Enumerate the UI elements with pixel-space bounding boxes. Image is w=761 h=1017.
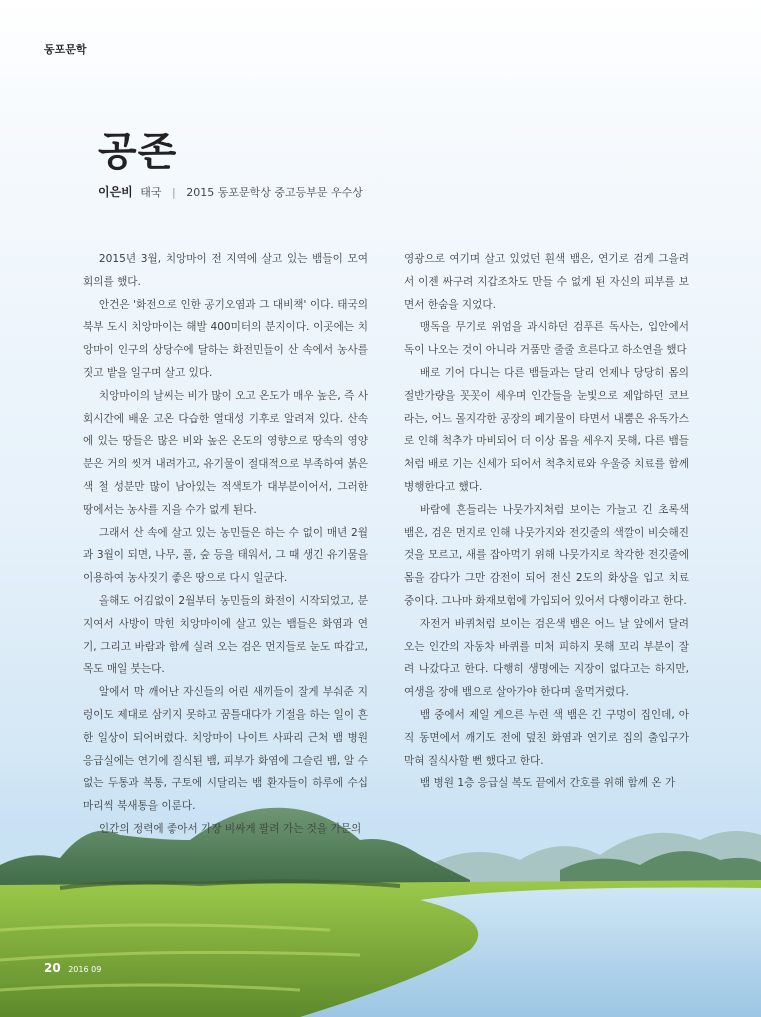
paragraph: 치앙마이의 날씨는 비가 많이 오고 온도가 매우 높은, 즉 사회시간에 배운 고온 다습한 열대성 기후로 알려져 있다. 산속에 있는 땅들은 많은 비와 높은 온도의 영향으로 땅속의 영양분은 거의 씻겨 내려가고, 유기물이 절대적으로 부족하여 붉은색 철 성분만 많이 남아있는 적색토가 대부분이어서, 그러한 땅에서는 농사를 지을 수가 없게 된다.: [83, 389, 368, 516]
byline-divider: |: [172, 186, 176, 199]
paragraph: 배로 기어 다니는 다른 뱀들과는 달리 언제나 당당히 몸의 절반가량을 꼿꼿이 세우며 인간들을 눈빛으로 제압하던 코브라는, 어느 몰지각한 공장의 폐기물이 타면서 내뿜은 유독가스로 인해 척추가 마비되어 더 이상 몸을 세우지 못해, 다른 뱀들처럼 배로 기는 신세가 되어서 척추치료와 우울증 치료를 함께 병행한다고 했다.: [404, 366, 689, 493]
paragraph: 2015년 3월, 치앙마이 전 지역에 살고 있는 뱀들이 모여 회의를 했다.: [83, 253, 368, 288]
byline: [98, 183, 363, 200]
paragraph: 바람에 흔들리는 나뭇가지처럼 보이는 가늘고 긴 초록색 뱀은, 검은 먼지로 인해 나뭇가지와 전깃줄의 색깔이 비슷해진 것을 모르고, 새를 잡아먹기 위해 나뭇가지로 착각한 전깃줄에 몸을 감다가 그만 감전이 되어 전신 2도의 화상을 입고 치료 중이다. 그나마 화재보험에 가입되어 있어서 다행이라고 한다.: [404, 503, 689, 607]
paragraph: 맹독을 무기로 위엄을 과시하던 검푸른 독사는, 입안에서 독이 나오는 것이 아니라 거품만 줄줄 흐른다고 하소연을 했다: [404, 321, 689, 357]
paragraph: 영광으로 여기며 살고 있었던 흰색 뱀은, 연기로 검게 그을려서 이젠 싸구려 지갑조차도 만들 수 없게 된 자신의 피부를 보면서 한숨을 지었다.: [404, 253, 689, 311]
author-name: 이은비: [98, 185, 133, 199]
paragraph: 알에서 막 깨어난 자신들의 어린 새끼들이 잘게 부숴준 지렁이도 제대로 삼키지 못하고 꿈틀대다가 기절을 하는 일이 흔한 일상이 되어버렸다. 치앙마이 나이트 사파리 근처 뱀 병원 응급실에는 연기에 질식된 뱀, 피부가 화염에 그슬린 뱀, 알 수 없는 두통과 복통, 구토에 시달리는 뱀 환자들이 하루에 수십 마리씩 북새통을 이룬다.: [83, 686, 368, 813]
paragraph: 인간의 정력에 좋아서 가장 비싸게 팔려 가는 것을 가문의: [98, 822, 362, 835]
paragraph: 올해도 어김없이 2월부터 농민들의 화전이 시작되었고, 분지여서 사방이 막힌 치앙마이에 살고 있는 뱀들은 화염과 연기, 그리고 바람과 함께 실려 오는 검은 먼지들로 눈도 따갑고, 목도 매일 붓는다.: [83, 594, 368, 676]
article-title: 공존: [98, 129, 178, 175]
paragraph: 안건은 '화전으로 인한 공기오염과 그 대비책' 이다. 태국의 북부 도시 치앙마이는 해발 400미터의 분지이다. 이곳에는 치앙마이 인구의 상당수에 달하는 화전민들이 산 속에서 농사를 짓고 밭을 일구며 살고 있다.: [83, 298, 368, 379]
body-column-left: [83, 248, 368, 841]
section-label: 동포문학: [44, 43, 87, 56]
body-column-right: [404, 248, 689, 795]
paragraph: 뱀 중에서 제일 게으른 누런 색 뱀은 긴 구멍이 집인데, 아직 동면에서 깨기도 전에 덮친 화염과 연기로 집의 출입구가 막혀 질식사할 뻔 했다고 한다.: [404, 708, 689, 767]
paragraph: 뱀 병원 1층 응급실 복도 끝에서 간호를 위해 함께 온 가: [419, 777, 676, 790]
issue-date: 2016 09: [68, 965, 102, 974]
page-footer: [44, 961, 101, 975]
paragraph: 그래서 산 속에 살고 있는 농민들은 하는 수 없이 매년 2월과 3월이 되면, 나무, 풀, 숲 등을 태워서, 그 때 생긴 유기물을 이용하여 농사짓기 좋은 땅으로 다시 일군다.: [83, 526, 368, 585]
author-country: 태국: [140, 186, 162, 199]
paragraph: 자전거 바퀴처럼 보이는 검은색 뱀은 어느 날 앞에서 달려오는 인간의 자동차 바퀴를 미처 피하지 못해 꼬리 부분이 잘려 나갔다고 한다. 다행히 생명에는 지장이 없다고는 하지만, 여생을 장애 뱀으로 살아가야 한다며 울먹거렸다.: [404, 617, 689, 699]
page-number: 20: [44, 961, 61, 975]
award-text: 2015 동포문학상 중고등부문 우수상: [186, 186, 363, 199]
